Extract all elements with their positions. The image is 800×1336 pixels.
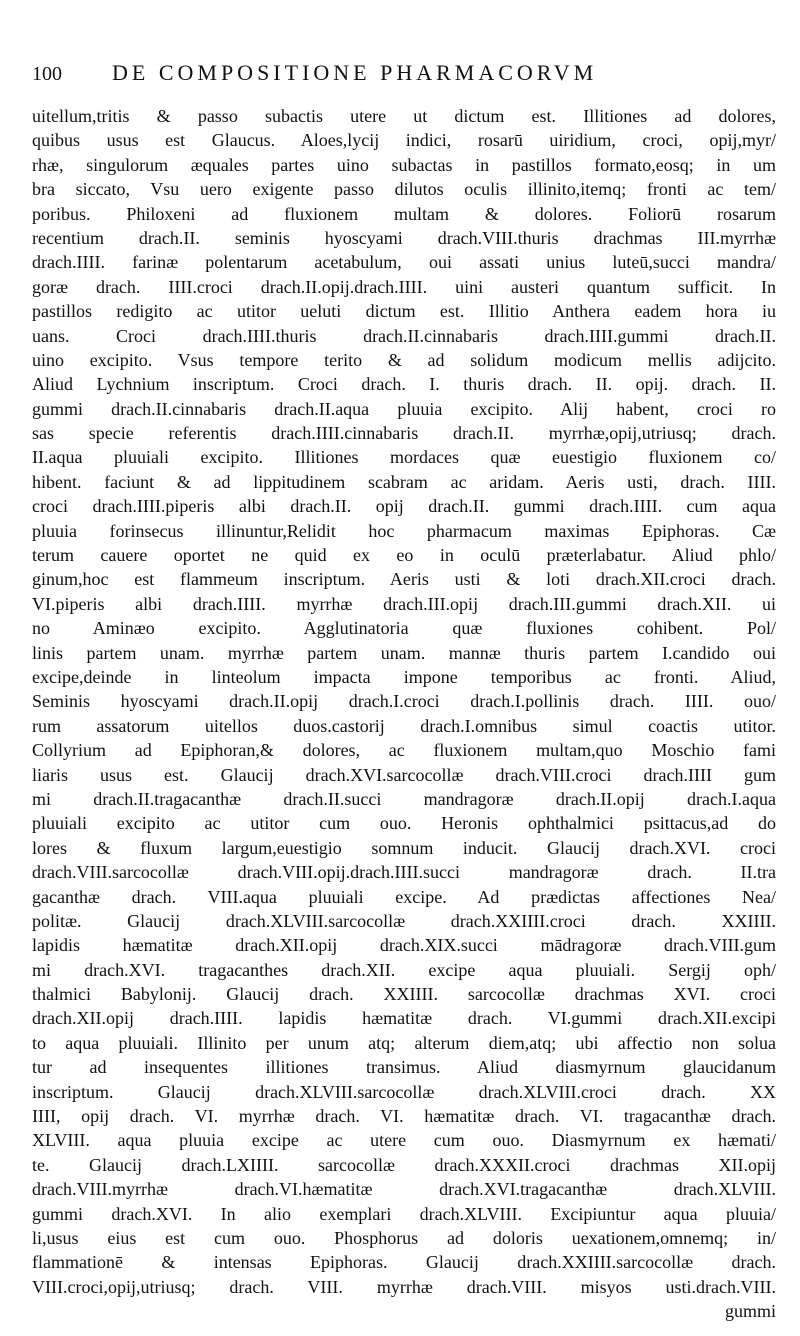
text-line: li,usus eius est cum ouo. Phosphorus ad doloris uexationem,omnemq; in/ [32,1227,776,1248]
text-line: II.aqua pluuiali excipito. Illitiones mordaces quæ euestigio fluxionem co/ [32,447,776,468]
body-text [32,104,776,1324]
text-line: poribus. Philoxeni ad fluxionem multam & dolores. Foliorū rosarum [32,203,776,224]
page-header [32,60,776,100]
running-title: DE COMPOSITIONE PHARMACORVM [112,60,598,85]
text-line: drach.VIII.myrrhæ drach.VI.hæmatitæ drach.XVI.tragacanthæ drach.XLVIII. [32,1179,776,1200]
text-line: thalmici Babylonij. Glaucij drach. XXIIII. sarcocollæ drachmas XVI. croci [32,984,776,1005]
text-line: mi drach.XVI. tragacanthes drach.XII. excipe aqua pluuiali. Sergij oph/ [32,959,776,980]
text-line: ginum,hoc est flammeum inscriptum. Aeris usti & loti drach.XII.croci drach. [32,569,776,590]
text-line: rhæ, singulorum æquales partes uino subactas in pastillos formato,eosq; in um [32,154,776,175]
text-line: linis partem unam. myrrhæ partem unam. mannæ thuris partem I.candido oui [32,642,776,663]
text-line: liaris usus est. Glaucij drach.XVI.sarcocollæ drach.VIII.croci drach.IIII gum [32,764,776,785]
text-line: uitellum,tritis & passo subactis utere ut dictum est. Illitiones ad dolores, [32,106,776,126]
text-line: gacanthæ drach. VIII.aqua pluuiali excipe. Ad prædictas affectiones Nea/ [32,886,776,907]
text-line: lores & fluxum largum,euestigio somnum inducit. Glaucij drach.XVI. croci [32,837,776,858]
text-line: hibent. faciunt & ad lippitudinem scabram ac aridam. Aeris usti, drach. IIII. [32,471,776,492]
text-line: IIII, opij drach. VI. myrrhæ drach. VI. hæmatitæ drach. VI. tragacanthæ drach. [32,1106,776,1127]
text-line: uino excipito. Vsus tempore terito & ad solidum modicum mellis adijcito. [32,349,776,370]
text-line: recentium drach.II. seminis hyoscyami drach.VIII.thuris drachmas III.myrrhæ [32,227,776,248]
text-line: politæ. Glaucij drach.XLVIII.sarcocollæ drach.XXIIII.croci drach. XXIIII. [32,910,776,931]
text-line: VIII.croci,opij,utriusq; drach. VIII. myrrhæ drach.VIII. misyos usti.drach.VIII. [32,1276,776,1297]
text-line: sas specie referentis drach.IIII.cinnabaris drach.II. myrrhæ,opij,utriusq; drach. [32,423,776,444]
text-line: pastillos redigito ac utitor ueluti dictum est. Illitio Anthera eadem hora iu [32,301,776,322]
text-line: tur ad insequentes illitiones transimus. Aliud diasmyrnum glaucidanum [32,1057,776,1078]
text-line: Aliud Lychnium inscriptum. Croci drach. I. thuris drach. II. opij. drach. II. [32,374,776,395]
text-line: drach.XII.opij drach.IIII. lapidis hæmatitæ drach. VI.gummi drach.XII.excipi [32,1008,776,1029]
text-line: terum cauere oportet ne quid ex eo in oculū præterlabatur. Aliud phlo/ [32,545,776,566]
text-line: XLVIII. aqua pluuia excipe ac utere cum ouo. Diasmyrnum ex hæmati/ [32,1130,776,1151]
text-line: Seminis hyoscyami drach.II.opij drach.I.croci drach.I.pollinis drach. IIII. ouo/ [32,691,776,712]
text-line: drach.IIII. farinæ polentarum acetabulum, oui assati unius luteū,succi mandra/ [32,252,776,273]
text-line: quibus usus est Glaucus. Aloes,lycij indici, rosarū uiridium, croci, opij,myr/ [32,130,776,151]
catchword: gummi [724,1301,776,1322]
text-line: gummi drach.XVI. In alio exemplari drach.XLVIII. Excipiuntur aqua pluuia/ [32,1203,776,1224]
text-line: lapidis hæmatitæ drach.XII.opij drach.XIX.succi mādragoræ drach.VIII.gum [32,935,776,956]
page-number: 100 [32,63,62,85]
text-line: Collyrium ad Epiphoran,& dolores, ac fluxionem multam,quo Moschio fami [32,740,776,761]
text-line: excipe,deinde in linteolum impacta impone temporibus ac fronti. Aliud, [32,666,776,687]
text-line: mi drach.II.tragacanthæ drach.II.succi mandragoræ drach.II.opij drach.I.aqua [32,788,776,809]
text-line: drach.VIII.sarcocollæ drach.VIII.opij.drach.IIII.succi mandragoræ drach. II.tra [32,862,776,883]
text-line: no Aminæo excipito. Agglutinatoria quæ fluxiones cohibent. Pol/ [32,618,776,639]
text-line: pluuia forinsecus illinuntur,Relidit hoc pharmacum maximas Epiphoras. Cæ [32,520,776,541]
text-line: goræ drach. IIII.croci drach.II.opij.drach.IIII. uini austeri quantum sufficit. In [32,276,776,297]
text-line: te. Glaucij drach.LXIIII. sarcocollæ drach.XXXII.croci drachmas XII.opij [32,1154,776,1175]
text-line: pluuiali excipito ac utitor cum ouo. Heronis ophthalmici psittacus,ad do [32,813,776,834]
text-line: flammationē & intensas Epiphoras. Glaucij drach.XXIIII.sarcocollæ drach. [32,1252,776,1273]
text-line: inscriptum. Glaucij drach.XLVIII.sarcocollæ drach.XLVIII.croci drach. XX [32,1081,776,1102]
text-line: gummi drach.II.cinnabaris drach.II.aqua pluuia excipito. Alij habent, croci ro [32,398,776,419]
text-line: uans. Croci drach.IIII.thuris drach.II.cinnabaris drach.IIII.gummi drach.II. [32,325,776,346]
text-line: VI.piperis albi drach.IIII. myrrhæ drach.III.opij drach.III.gummi drach.XII. ui [32,593,776,614]
text-line: rum assatorum uitellos duos.castorij drach.I.omnibus simul coactis utitor. [32,715,776,736]
text-line: to aqua pluuiali. Illinito per unum atq; alterum diem,atq; ubi affectio non solua [32,1032,776,1053]
text-line: bra siccato, Vsu uero exigente passo dilutos oculis illinito,itemq; fronti ac tem/ [32,179,776,200]
text-line: croci drach.IIII.piperis albi drach.II. opij drach.II. gummi drach.IIII. cum aqua [32,496,776,517]
